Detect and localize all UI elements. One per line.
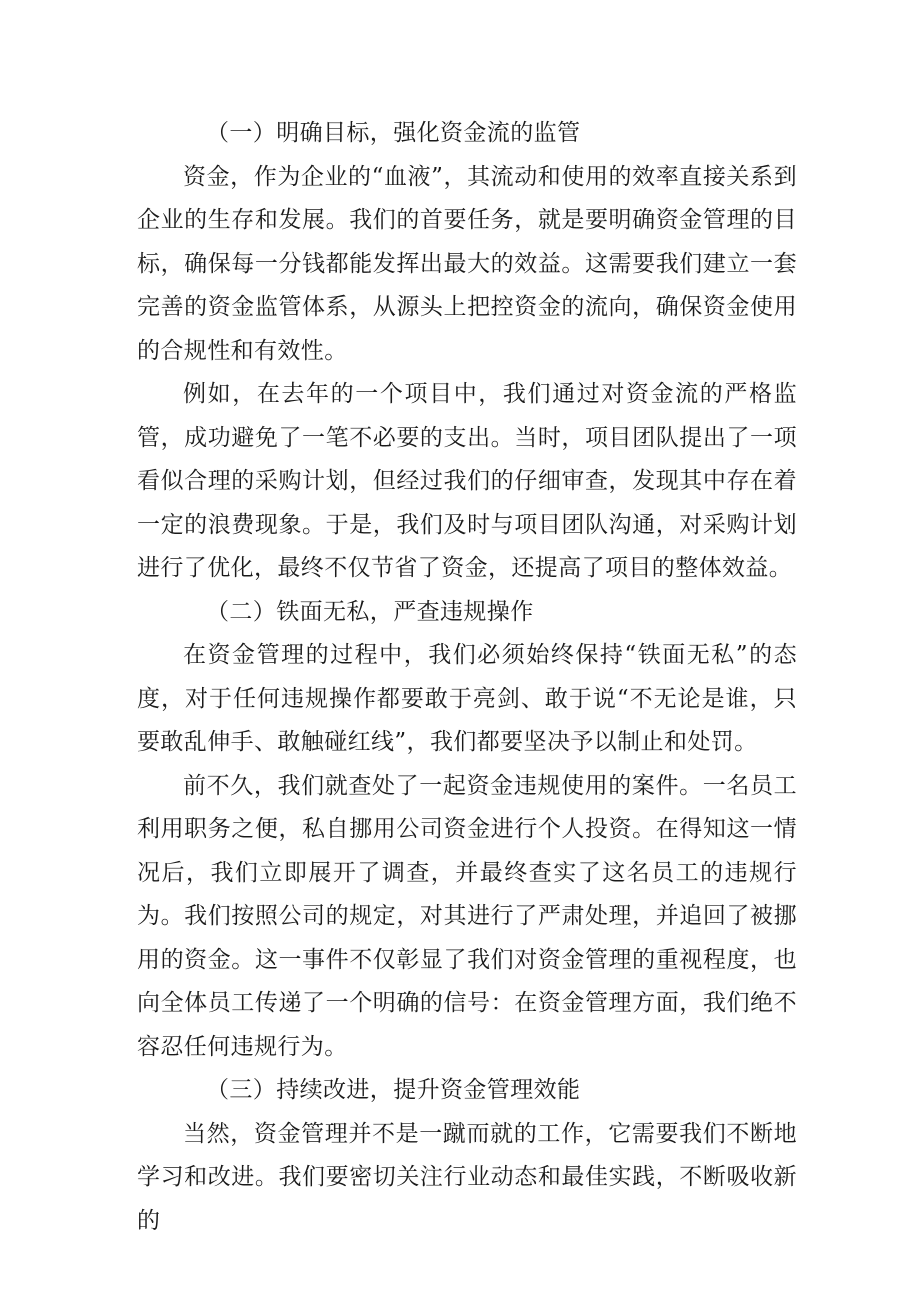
section-heading-3: （三）持续改进，提升资金管理效能	[206, 1077, 581, 1103]
paragraph: 在资金管理的过程中，我们必须始终保持“铁面无私”的态度，对于任何违规操作都要敢于亮剑、敢于说“不无论是谁，只要敢乱伸手、敢触碰红线”，我们都要坚决予以制止和处罚。	[137, 642, 797, 755]
paragraph: 前不久，我们就查处了一起资金违规使用的案件。一名员工利用职务之便，私自挪用公司资金进行个人投资。在得知这一情况后，我们立即展开了调查，并最终查实了这名员工的违规行为。我们按照公司的规定，对其进行了严肃处理，并追回了被挪用的资金。这一事件不仅彰显了我们对资金管理的重视程度，也向全体员工传递了一个明确的信号：在资金管理方面，我们绝不容忍任何违规行为。	[137, 772, 797, 1060]
document-body	[137, 112, 797, 1243]
section-heading-1: （一）明确目标，强化资金流的监管	[206, 120, 581, 146]
section-heading-2: （二）铁面无私，严查违规操作	[206, 598, 534, 625]
paragraph: 资金，作为企业的“血液”，其流动和使用的效率直接关系到企业的生存和发展。我们的首要任务，就是要明确资金管理的目标，确保每一分钱都能发挥出最大的效益。这需要我们建立一套完善的资金监管体系，从源头上把控资金的流向，确保资金使用的合规性和有效性。	[137, 163, 797, 364]
paragraph: 当然，资金管理并不是一蹴而就的工作，它需要我们不断地学习和改进。我们要密切关注行业动态和最佳实践，不断吸收新的	[137, 1120, 797, 1234]
paragraph: 例如，在去年的一个项目中，我们通过对资金流的严格监管，成功避免了一笔不必要的支出。当时，项目团队提出了一项看似合理的采购计划，但经过我们的仔细审查，发现其中存在着一定的浪费现象。于是，我们及时与项目团队沟通，对采购计划进行了优化，最终不仅节省了资金，还提高了项目的整体效益。	[137, 381, 797, 581]
